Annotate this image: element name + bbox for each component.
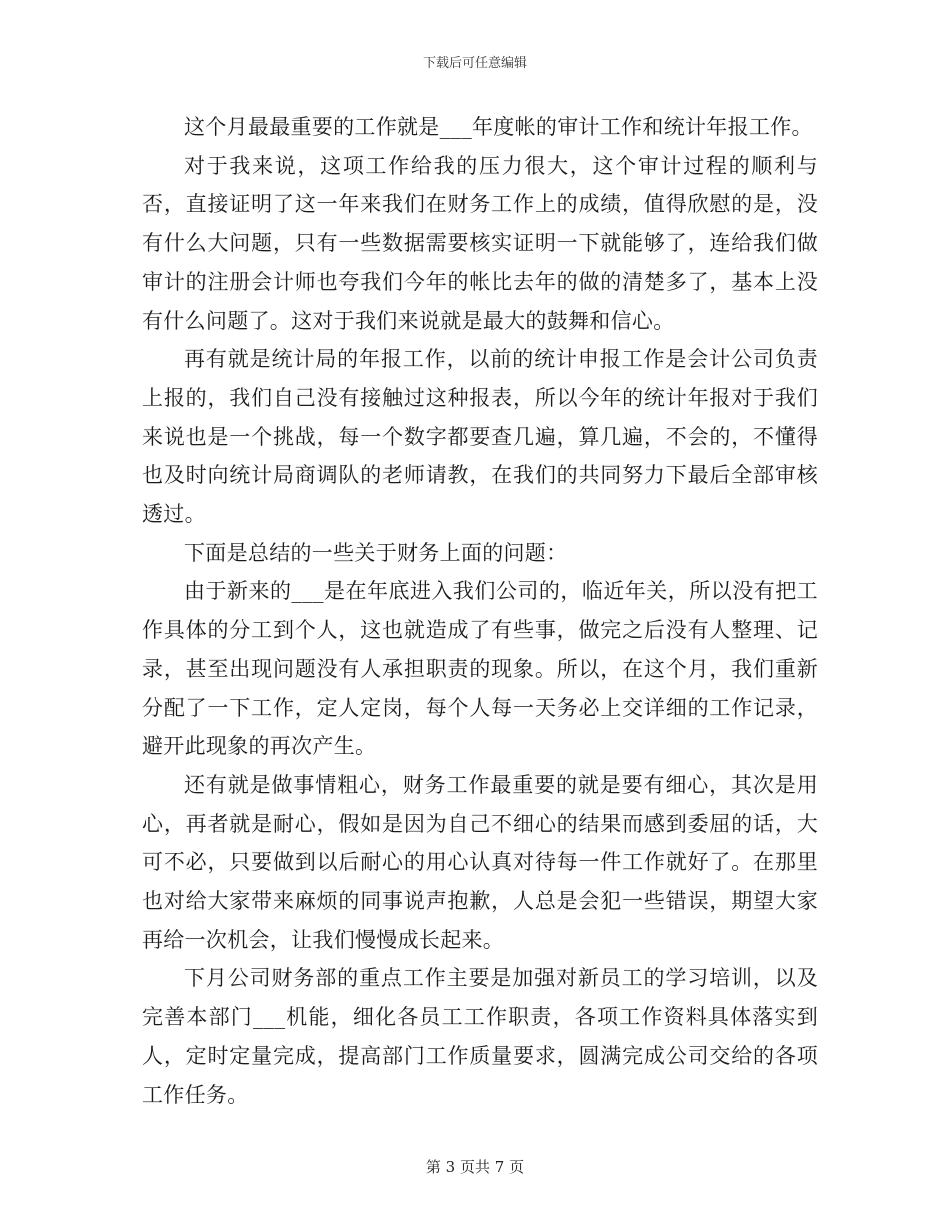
page-header: 下载后可任意编辑	[422, 56, 527, 71]
paragraph: 下月公司财务部的重点工作主要是加强对新员工的学习培训，以及完善本部门___机能，细化各员工工作职责，各项工作资料具体落实到人，定时定量完成，提高部门工作质量要求，圆满完成公司交给的各项工作任务。	[142, 966, 818, 1107]
paragraph: 对于我来说，这项工作给我的压力很大，这个审计过程的顺利与否，直接证明了这一年来我们在财务工作上的成绩，值得欣慰的是，没有什么大问题，只有一些数据需要核实证明一下就能够了，连给我们做审计的注册会计师也夸我们今年的帐比去年的做的清楚多了，基本上没有什么问题了。这对于我们来说就是最大的鼓舞和信心。	[142, 153, 818, 333]
document-body	[142, 108, 818, 1114]
page-footer: 第 3 页共 7 页	[425, 1158, 525, 1176]
paragraph: 再有就是统计局的年报工作，以前的统计申报工作是会计公司负责上报的，我们自己没有接触过这种报表，所以今年的统计年报对于我们来说也是一个挑战，每一个数字都要查几遍，算几遍，不会的，不懂得也及时向统计局商调队的老师请教，在我们的共同努力下最后全部审核透过。	[142, 347, 818, 527]
paragraph: 下面是总结的一些关于财务上面的问题：	[184, 540, 568, 565]
paragraph: 还有就是做事情粗心，财务工作最重要的就是要有细心，其次是用心，再者就是耐心，假如是因为自己不细心的结果而感到委屈的话，大可不必，只要做到以后耐心的用心认真对待每一件工作就好了。在那里也对给大家带来麻烦的同事说声抱歉，人总是会犯一些错误，期望大家再给一次机会，让我们慢慢成长起来。	[142, 772, 818, 952]
paragraph: 由于新来的___是在年底进入我们公司的，临近年关，所以没有把工作具体的分工到个人，这也就造成了有些事，做完之后没有人整理、记录，甚至出现问题没有人承担职责的现象。所以，在这个月，我们重新分配了一下工作，定人定岗，每个人每一天务必上交详细的工作记录，避开此现象的再次产生。	[142, 579, 818, 759]
paragraph: 这个月最最重要的工作就是___年度帐的审计工作和统计年报工作。	[184, 115, 813, 139]
